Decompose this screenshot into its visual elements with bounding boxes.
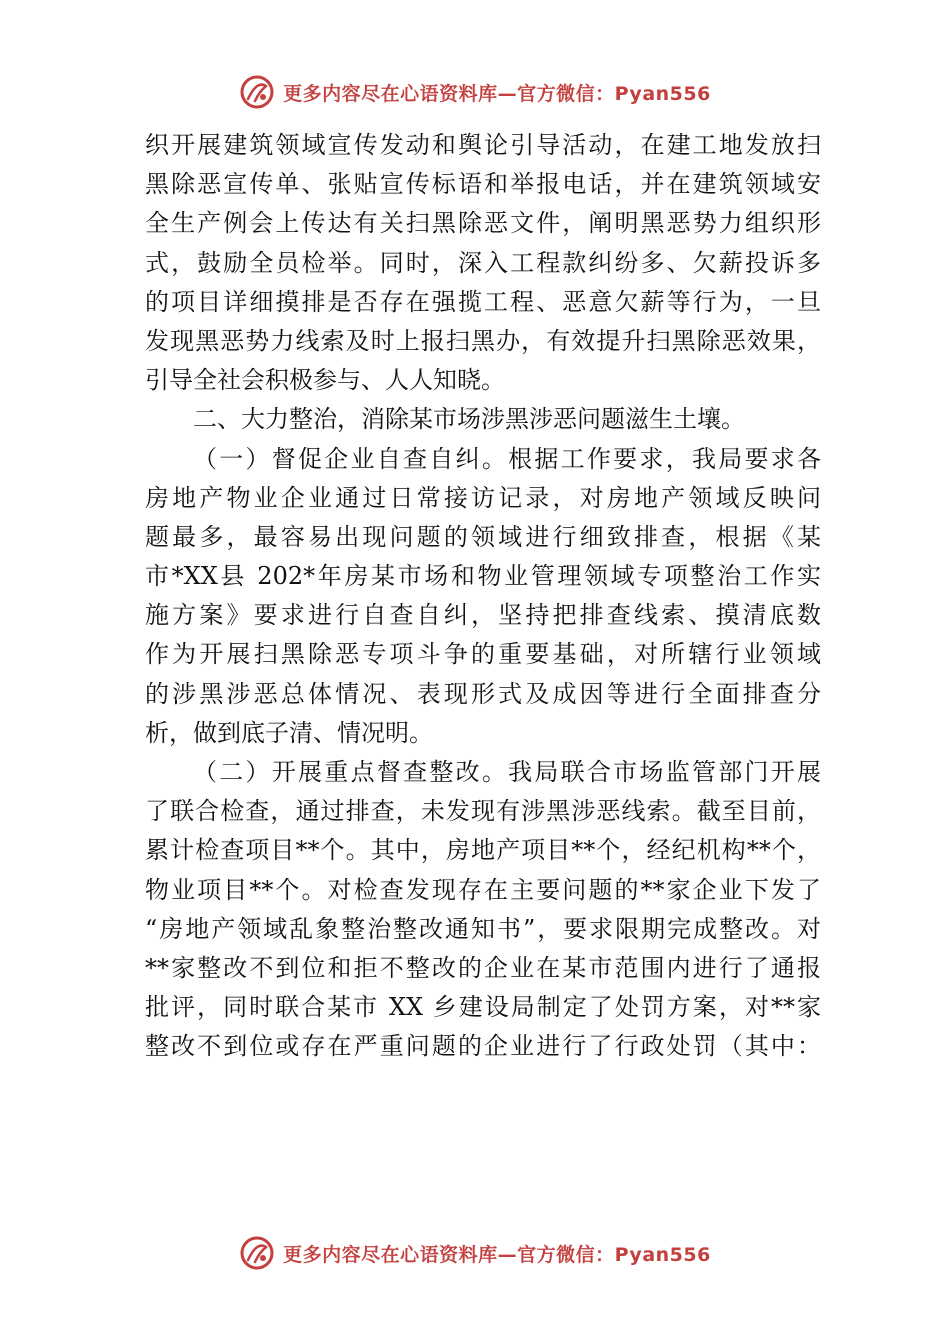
text-line: 二、大力整治，消除某市场涉黑涉恶问题滋生土壤。 (193, 405, 745, 434)
text-line: 织开展建筑领域宣传发动和舆论引导活动，在建工地发放扫 (145, 131, 821, 159)
text-line: （二）开展重点督查整改。我局联合市场监管部门开展 (193, 758, 821, 786)
text-line: 析，做到底子清、情况明。 (145, 718, 433, 747)
text-line: 引导全社会积极参与、人人知晓。 (145, 366, 505, 395)
text-line: 式，鼓励全员检举。同时，深入工程款纠纷多、欠薪投诉多 (145, 248, 821, 277)
text-line: 的涉黑涉恶总体情况、表现形式及成因等进行全面排查分 (145, 679, 821, 708)
watermark-banner-bottom (0, 1231, 950, 1275)
document-body (145, 126, 821, 1067)
text-line: 黑除恶宣传单、张贴宣传标语和举报电话，并在建筑领域安 (145, 170, 821, 199)
text-line: 作为开展扫黑除恶专项斗争的重要基础，对所辖行业领域 (145, 640, 821, 669)
text-line: 全生产例会上传达有关扫黑除恶文件，阐明黑恶势力组织形 (145, 209, 821, 238)
brand-logo-icon (239, 1235, 275, 1271)
text-line: 的项目详细摸排是否存在强揽工程、恶意欠薪等行为，一旦 (145, 287, 821, 316)
text-line: “房地产领域乱象整治整改通知书”，要求限期完成整改。对 (145, 914, 821, 943)
text-line: 了联合检查，通过排查，未发现有涉黑涉恶线索。截至目前， (145, 797, 821, 826)
watermark-banner-top (0, 70, 950, 114)
text-line: 题最多，最容易出现问题的领域进行细致排查，根据《某 (145, 522, 821, 551)
text-line: **家整改不到位和拒不整改的企业在某市范围内进行了通报 (145, 953, 821, 982)
text-line: 施方案》要求进行自查自纠，坚持把排查线索、摸清底数 (145, 601, 821, 630)
text-line: 批评，同时联合某市 XX 乡建设局制定了处罚方案，对**家 (145, 993, 821, 1022)
text-line: 市*XX县 202*年房某市场和物业管理领域专项整治工作实 (145, 562, 821, 591)
text-line: 发现黑恶势力线索及时上报扫黑办，有效提升扫黑除恶效果， (145, 326, 821, 355)
text-line: 整改不到位或存在严重问题的企业进行了行政处罚（其中： (145, 1032, 821, 1061)
text-line: 物业项目**个。对检查发现存在主要问题的**家企业下发了 (145, 875, 821, 904)
watermark-text: 更多内容尽在心语资料库—官方微信：Pyan556 (283, 1243, 711, 1266)
text-line: 房地产物业企业通过日常接访记录，对房地产领域反映问 (145, 483, 821, 512)
text-line: （一）督促企业自查自纠。根据工作要求，我局要求各 (193, 444, 821, 473)
brand-logo-icon (239, 74, 275, 110)
text-line: 累计检查项目**个。其中，房地产项目**个，经纪机构**个， (145, 836, 821, 865)
watermark-text: 更多内容尽在心语资料库—官方微信：Pyan556 (283, 82, 711, 105)
